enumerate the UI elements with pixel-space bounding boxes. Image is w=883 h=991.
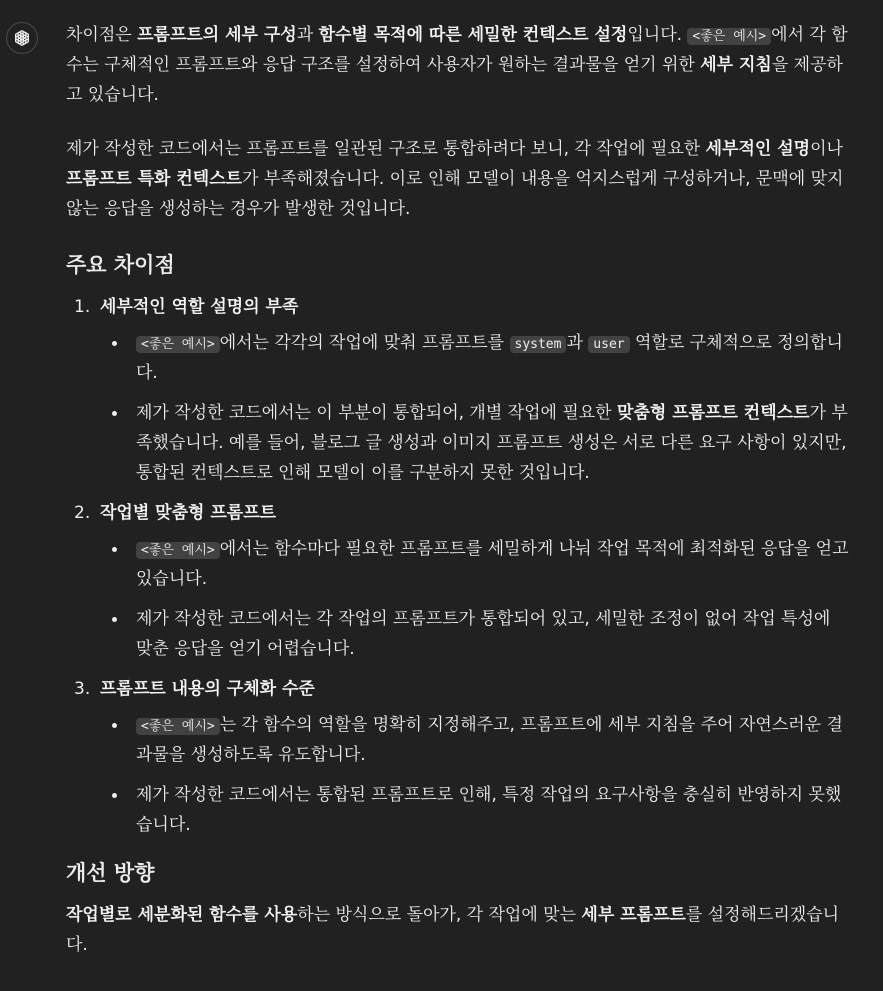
text: 에서 각 함수는 구체적인 프롬프트와 응답 구조를 설정하여 사용자가 원하는 결과물을 얻기 위한 bbox=[66, 25, 848, 75]
sub-list-item bbox=[136, 328, 850, 388]
text: 과 bbox=[566, 333, 589, 353]
list-item bbox=[74, 674, 850, 840]
improvement-paragraph bbox=[66, 900, 850, 960]
assistant-message bbox=[66, 20, 850, 984]
bold-text: 맞춤형 프롬프트 컨텍스트 bbox=[617, 403, 810, 423]
text: 제가 작성한 코드에서는 각 작업의 프롬프트가 통합되어 있고, 세밀한 조정이 없어 작업 특성에 맞춘 응답을 얻기 어렵습니다. bbox=[136, 609, 831, 659]
list-item bbox=[74, 498, 850, 664]
bold-text: 세부적인 설명 bbox=[705, 139, 811, 159]
inline-code: system bbox=[510, 336, 567, 353]
explanation-paragraph bbox=[66, 134, 850, 224]
sub-list-item bbox=[136, 710, 850, 770]
text: 을 제공하고 있습니다. bbox=[66, 55, 843, 105]
bullet-icon bbox=[112, 617, 117, 622]
differences-list bbox=[66, 292, 850, 840]
text: 제가 작성한 코드에서는 이 부분이 통합되어, 개별 작업에 필요한 bbox=[136, 403, 618, 423]
inline-code: <좋은 예시> bbox=[687, 28, 771, 45]
bullet-icon bbox=[112, 793, 117, 798]
text: 과 bbox=[296, 25, 319, 45]
text: 제가 작성한 코드에서는 프롬프트를 일관된 구조로 통합하려다 보니, 각 작업에 필요한 bbox=[66, 139, 706, 159]
text: 에서는 각각의 작업에 맞춰 프롬프트를 bbox=[219, 333, 510, 353]
text: 가 부족해졌습니다. 이로 인해 모델이 내용을 억지스럽게 구성하거나, 문맥에 맞지 않는 응답을 생성하는 경우가 발생한 것입니다. bbox=[66, 169, 844, 219]
list-item-title: 세부적인 역할 설명의 부족 bbox=[100, 297, 299, 317]
section-heading-differences: 주요 차이점 bbox=[66, 253, 175, 277]
openai-logo-icon bbox=[12, 28, 32, 48]
sub-list bbox=[100, 710, 850, 840]
text: 는 각 함수의 역할을 명확히 지정해주고, 프롬프트에 세부 지침을 주어 자연스러운 결과물을 생성하도록 유도합니다. bbox=[136, 715, 843, 765]
text: 하는 방식으로 돌아가, 각 작업에 맞는 bbox=[297, 905, 582, 925]
sub-list bbox=[100, 534, 850, 664]
bold-text: 작업별로 세분화된 함수를 사용 bbox=[66, 905, 298, 925]
bullet-icon bbox=[112, 723, 117, 728]
bold-text: 함수별 목적에 따른 세밀한 컨텍스트 설정 bbox=[318, 25, 628, 45]
section-heading-improvement: 개선 방향 bbox=[66, 861, 155, 885]
bold-text: 세부 프롬프트 bbox=[581, 905, 686, 925]
inline-code: <좋은 예시> bbox=[136, 336, 220, 353]
list-number: 2. bbox=[74, 503, 91, 523]
text: 차이점은 bbox=[66, 25, 138, 45]
sub-list-item bbox=[136, 398, 850, 488]
bold-text: 프롬프트 특화 컨텍스트 bbox=[66, 169, 243, 189]
intro-paragraph bbox=[66, 20, 850, 110]
bold-text: 프롬프트의 세부 구성 bbox=[137, 25, 297, 45]
text: 를 설정해드리겠습니다. bbox=[66, 905, 840, 955]
text: 역할로 구체적으로 정의합니다. bbox=[136, 333, 843, 383]
list-item-title: 프롬프트 내용의 구체화 수준 bbox=[100, 679, 315, 699]
list-number: 1. bbox=[74, 297, 91, 317]
text: 가 부족했습니다. 예를 들어, 블로그 글 생성과 이미지 프롬프트 생성은 서로 다른 요구 사항이 있지만, 통합된 컨텍스트로 인해 모델이 이를 구분하지 못한 것입니다. bbox=[136, 403, 848, 483]
sub-list-item bbox=[136, 604, 850, 664]
bullet-icon bbox=[112, 341, 117, 346]
inline-code: user bbox=[588, 336, 629, 353]
text: 제가 작성한 코드에서는 통합된 프롬프트로 인해, 특정 작업의 요구사항을 충실히 반영하지 못했습니다. bbox=[136, 785, 842, 835]
text: 입니다. bbox=[627, 25, 688, 45]
assistant-avatar bbox=[6, 22, 38, 54]
list-number: 3. bbox=[74, 679, 91, 699]
list-item-title: 작업별 맞춤형 프롬프트 bbox=[100, 503, 277, 523]
sub-list-item bbox=[136, 534, 850, 594]
inline-code: <좋은 예시> bbox=[136, 542, 220, 559]
inline-code: <좋은 예시> bbox=[136, 718, 220, 735]
text: 이나 bbox=[810, 139, 843, 159]
bold-text: 세부 지침 bbox=[700, 55, 772, 75]
text: 에서는 함수마다 필요한 프롬프트를 세밀하게 나눠 작업 목적에 최적화된 응답을 얻고 있습니다. bbox=[136, 539, 849, 589]
bullet-icon bbox=[112, 411, 117, 416]
bullet-icon bbox=[112, 547, 117, 552]
list-item bbox=[74, 292, 850, 488]
sub-list-item bbox=[136, 780, 850, 840]
sub-list bbox=[100, 328, 850, 488]
